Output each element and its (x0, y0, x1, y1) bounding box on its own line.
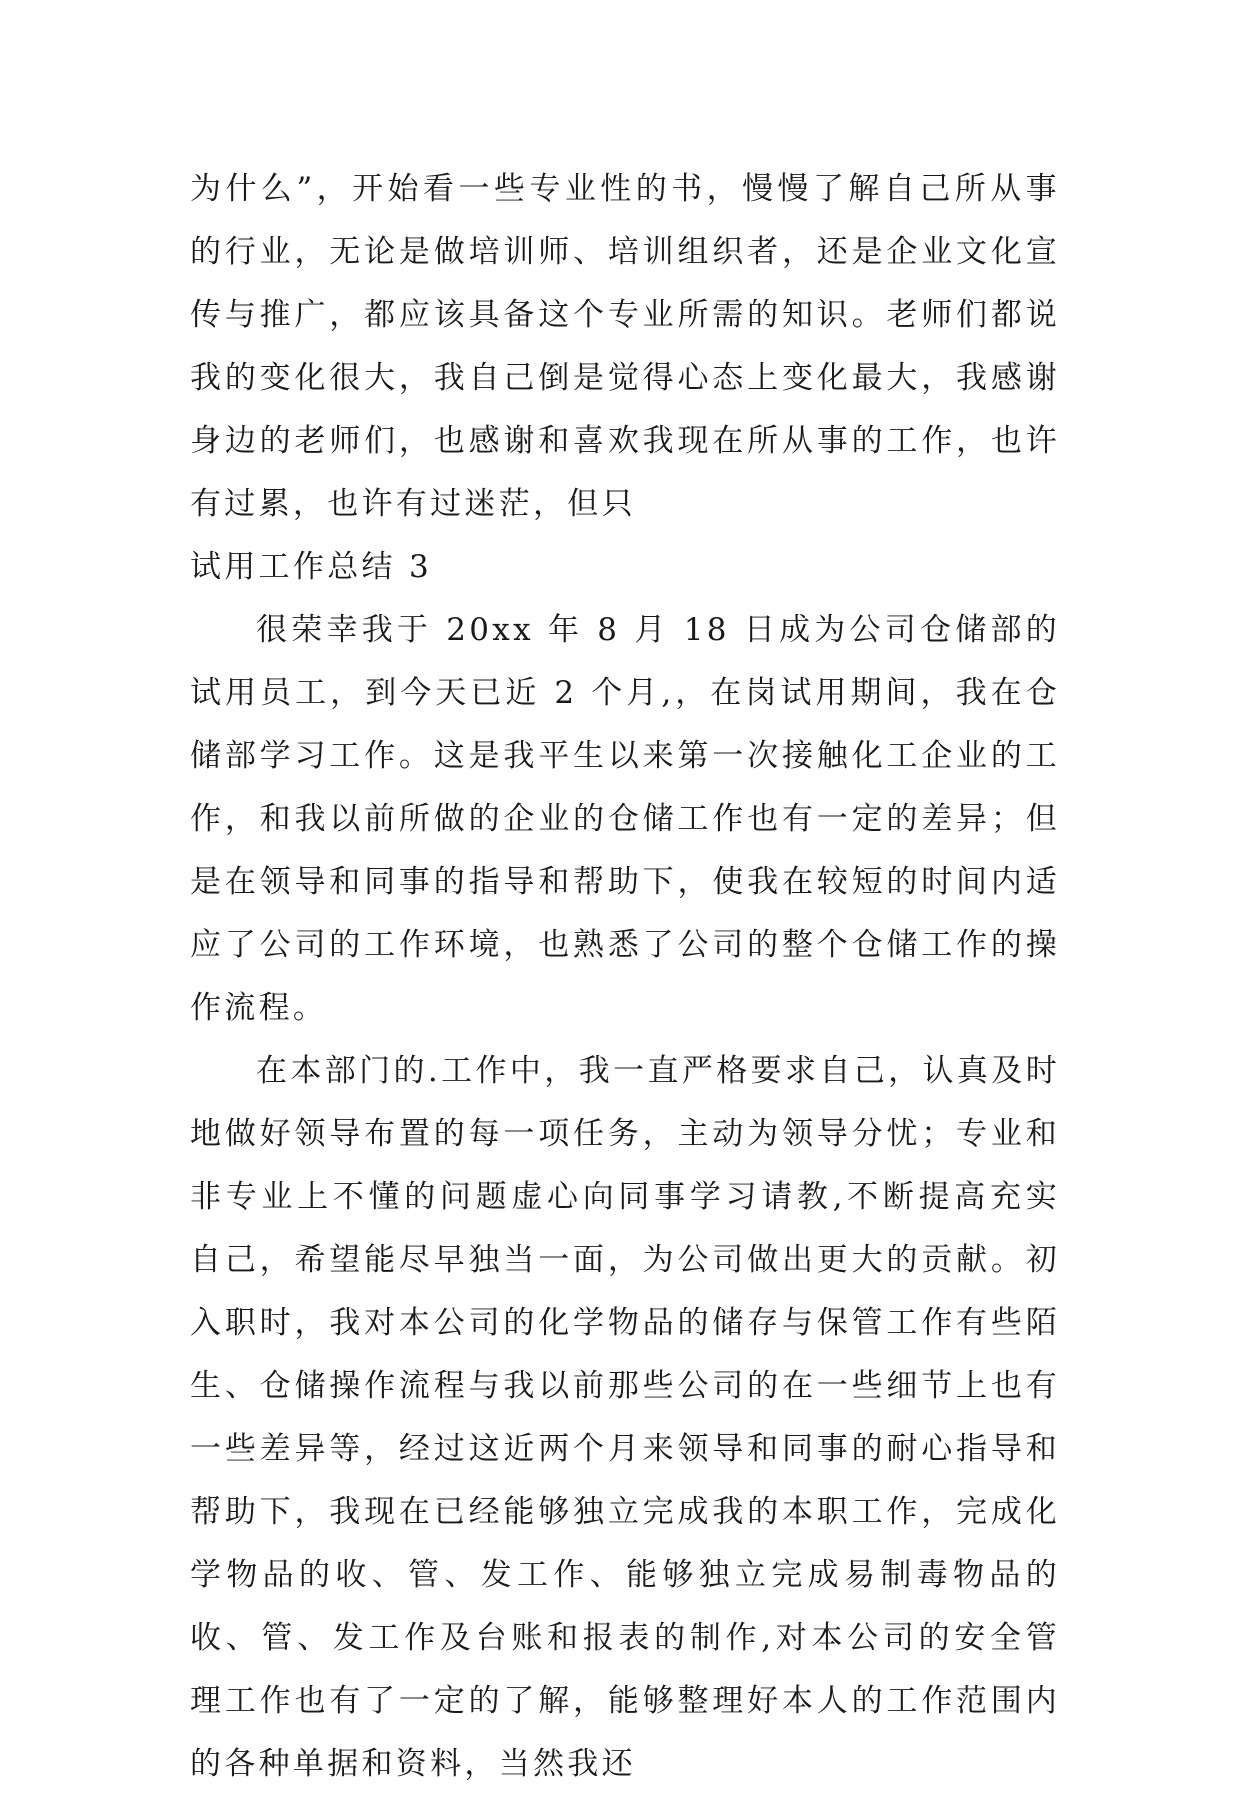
section-title: 试用工作总结 3 (190, 549, 432, 585)
paragraph-continued: 为什么”，开始看一些专业性的书，慢慢了解自己所从事的行业，无论是做培训师、培训组织者，还是企业文化宣传与推广，都应该具备这个专业所需的知识。老师们都说我的变化很大，我自己倒是觉得心态上变化最大，我感谢身边的老师们，也感谢和喜欢我现在所从事的工作，也许有过累，也许有过迷茫，但只 (190, 171, 1060, 522)
document-page (190, 158, 1060, 1796)
paragraph: 在本部门的.工作中，我一直严格要求自己，认真及时地做好领导布置的每一项任务，主动为领导分忧；专业和非专业上不懂的问题虚心向同事学习请教,不断提高充实自己，希望能尽早独当一面，为公司做出更大的贡献。初入职时，我对本公司的化学物品的储存与保管工作有些陌生、仓储操作流程与我以前那些公司的在一些细节上也有一些差异等，经过这近两个月来领导和同事的耐心指导和帮助下，我现在已经能够独立完成我的本职工作，完成化学物品的收、管、发工作、能够独立完成易制毒物品的收、管、发工作及台账和报表的制作,对本公司的安全管理工作也有了一定的了解，能够整理好本人的工作范围内的各种单据和资料，当然我还 (190, 1053, 1060, 1782)
paragraph: 很荣幸我于 20xx 年 8 月 18 日成为公司仓储部的试用员工，到今天已近 2 个月,，在岗试用期间，我在仓储部学习工作。这是我平生以来第一次接触化工企业的工作，和我以前所做的企业的仓储工作也有一定的差异；但是在领导和同事的指导和帮助下，使我在较短的时间内适应了公司的工作环境，也熟悉了公司的整个仓储工作的操作流程。 (190, 612, 1060, 1026)
